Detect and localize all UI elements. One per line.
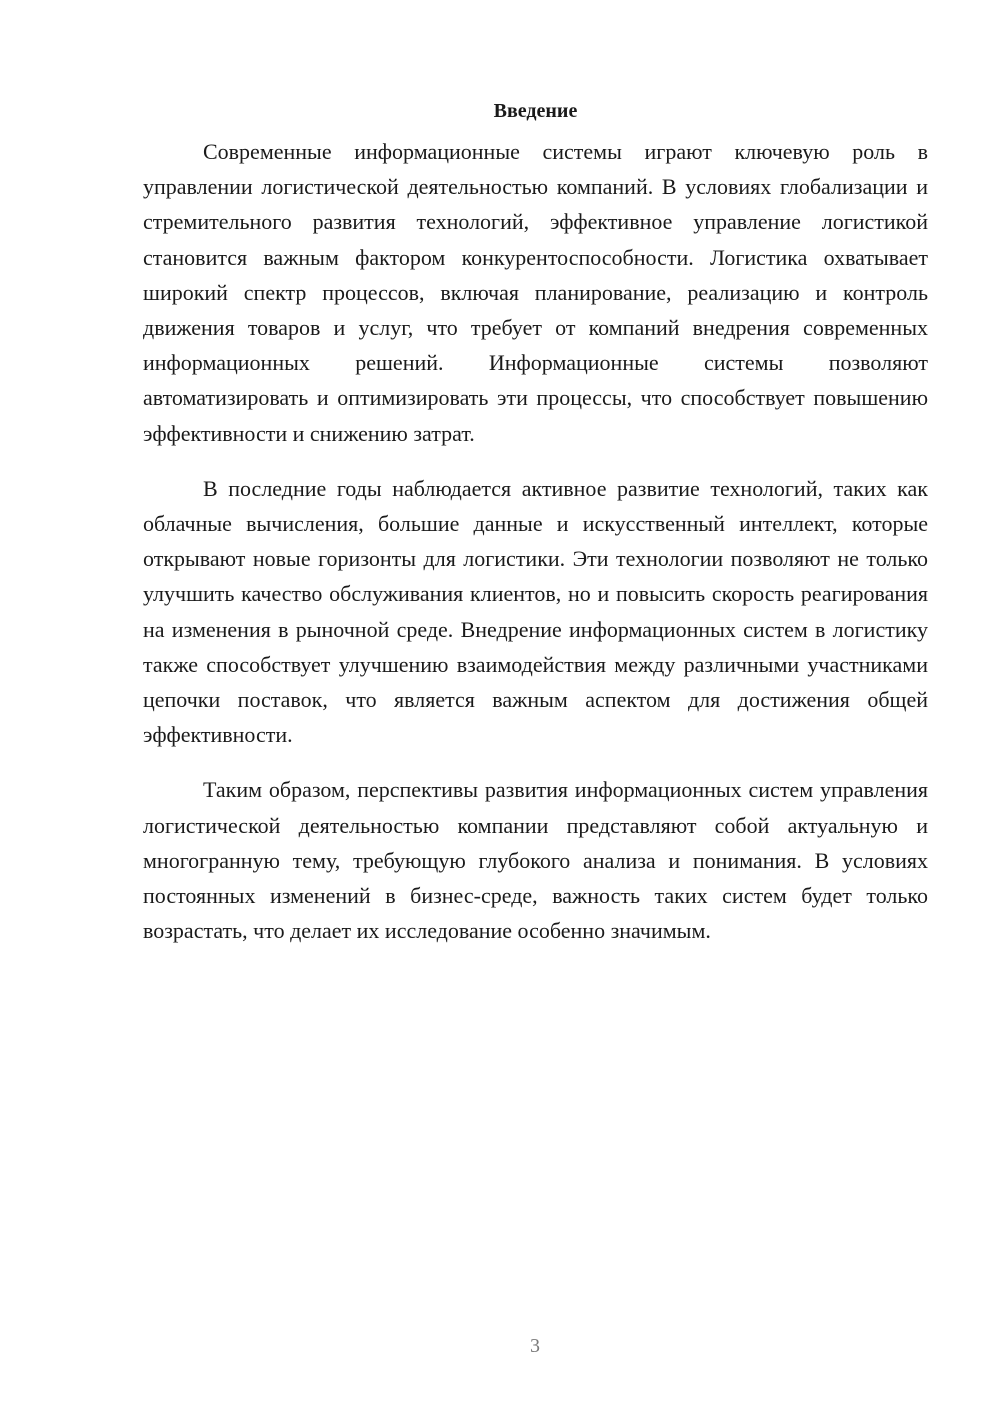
paragraph-2: В последние годы наблюдается активное развитие технологий, таких как облачные вычисления, большие данные и искусственный интеллект, которые открывают новые горизонты для логистики. Эти технологии позволяют не только улучшить качество обслуживания клиентов, но и повысить скорость реагирования на изменения в рыночной среде. Внедрение информационных систем в логистику также способствует улучшению взаимодействия между различными участниками цепочки поставок, что является важным аспектом для достижения общей эффективности. bbox=[143, 475, 928, 748]
section-title: Введение bbox=[493, 100, 578, 122]
page-content bbox=[143, 96, 928, 968]
paragraph-3: Таким образом, перспективы развития информационных систем управления логистической деятельностью компании представляют собой актуальную и многогранную тему, требующую глубокого анализа и понимания. В условиях постоянных изменений в бизнес-среде, важность таких систем будет только возрастать, что делает их исследование особенно значимым. bbox=[143, 777, 928, 944]
page-number: 3 bbox=[530, 1335, 540, 1357]
paragraph-1: Современные информационные системы играют ключевую роль в управлении логистической деятельностью компаний. В условиях глобализации и стремительного развития технологий, эффективное управление логистикой становится важным фактором конкурентоспособности. Логистика охватывает широкий спектр процессов, включая планирование, реализацию и контроль движения товаров и услуг, что требует от компаний внедрения современных информационных решений. Информационные системы позволяют автоматизировать и оптимизировать эти процессы, что способствует повышению эффективности и снижению затрат. bbox=[143, 139, 928, 446]
